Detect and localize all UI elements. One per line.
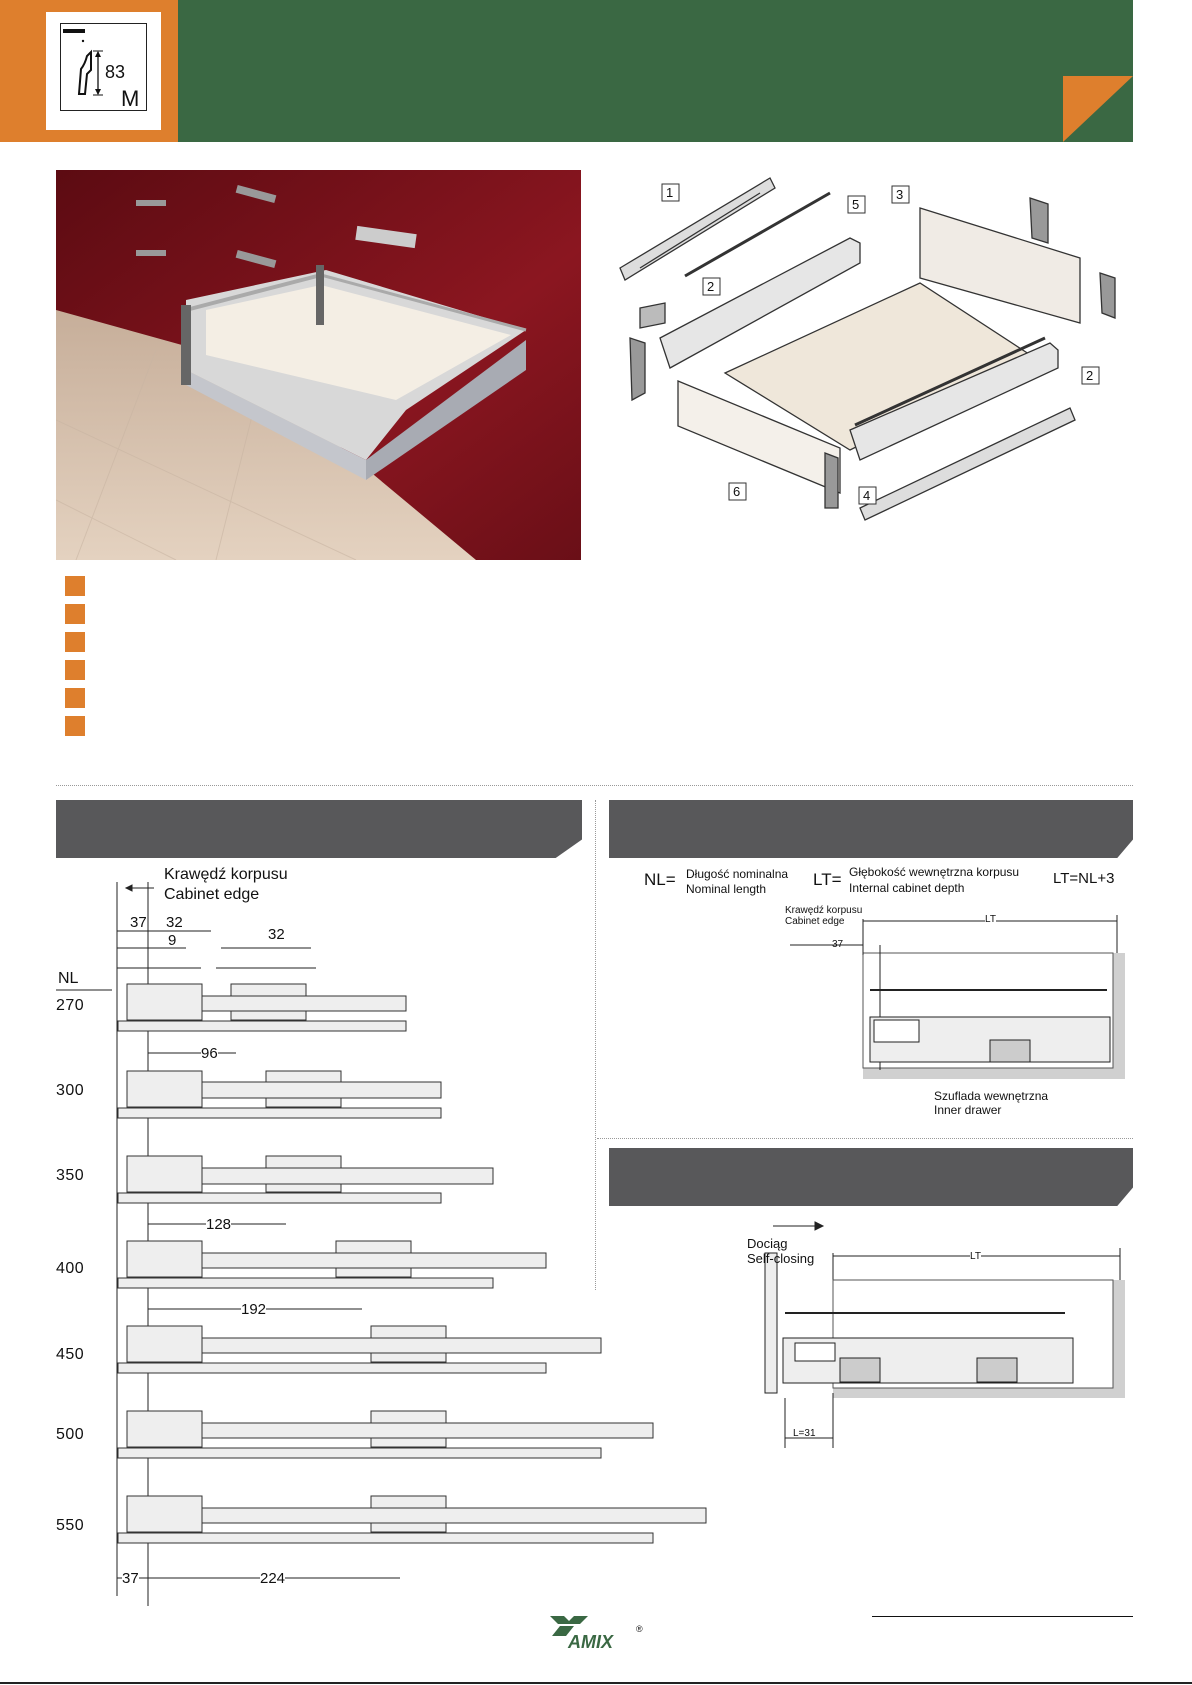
l-dim: L=31 <box>793 1428 816 1439</box>
lt-desc-pl: Głębokość wewnętrzna korpusu <box>849 865 1020 879</box>
dim-32-b: 32 <box>268 926 285 943</box>
formula: LT=NL+3 <box>1053 870 1115 887</box>
self-closing-pl: Dociąg <box>747 1236 788 1251</box>
size-letter: M <box>121 86 140 111</box>
bullet-6 <box>65 716 85 736</box>
nl-value: 400 <box>56 1260 85 1277</box>
title-band <box>178 0 1133 142</box>
nl-desc-en: Nominal length <box>686 882 767 896</box>
exploded-parts-diagram <box>610 168 1140 538</box>
inner-drawer-pl: Szuflada wewnętrzna <box>934 1089 1049 1103</box>
bullet-2 <box>65 604 85 624</box>
bullet-3 <box>65 632 85 652</box>
bullet-5 <box>65 688 85 708</box>
offset-37: 37 <box>832 939 844 950</box>
spacing-224: 224 <box>260 1570 286 1587</box>
spacing-192: 192 <box>241 1301 267 1318</box>
small-edge-pl: Krawędź korpusu <box>785 905 863 916</box>
drawer-height-card <box>46 12 161 130</box>
self-closing-lt-dim: LT <box>970 1251 981 1262</box>
lt-label: LT= <box>813 870 842 889</box>
drawer-height-m-icon <box>60 23 147 111</box>
nl-value: 450 <box>56 1346 85 1363</box>
nl-label: NL= <box>644 870 676 889</box>
dim-37: 37 <box>130 914 147 931</box>
callout-4: 4 <box>863 488 871 503</box>
nl-value: 300 <box>56 1082 85 1099</box>
height-value: 83 <box>105 62 126 82</box>
small-edge-en: Cabinet edge <box>785 916 845 927</box>
callout-2-left: 2 <box>707 279 715 294</box>
registered-mark: ® <box>636 1624 643 1634</box>
spacing-96: 96 <box>201 1045 218 1062</box>
nl-value: 550 <box>56 1517 85 1534</box>
nl-value: 350 <box>56 1167 85 1184</box>
runner-sizes-header <box>56 800 582 858</box>
self-closing-diagram <box>745 1218 1135 1458</box>
nl-value: 500 <box>56 1426 85 1443</box>
bullet-1 <box>65 576 85 596</box>
spacing-37: 37 <box>122 1570 139 1587</box>
inner-drawer-en: Inner drawer <box>934 1103 1002 1117</box>
callout-3: 3 <box>896 187 904 202</box>
bottom-rule <box>0 1682 1192 1684</box>
nl-value: 270 <box>56 997 85 1014</box>
footer-line <box>872 1616 1133 1617</box>
callout-5: 5 <box>852 197 860 212</box>
callout-6: 6 <box>733 484 741 499</box>
drawer-photo <box>56 170 581 560</box>
callout-2-right: 2 <box>1086 368 1094 383</box>
runner-sizes-diagram <box>56 866 716 1606</box>
lt-dim: LT <box>985 914 996 925</box>
dimensions-header <box>609 800 1133 858</box>
nl-desc-pl: Długość nominalna <box>686 867 789 881</box>
section-divider <box>56 785 1133 786</box>
self-closing-en: Self-closing <box>747 1251 815 1266</box>
cabinet-edge-en: Cabinet edge <box>164 886 260 903</box>
callout-1: 1 <box>666 185 674 200</box>
amix-logo <box>548 1610 648 1656</box>
inner-drawer-diagram <box>780 905 1130 1115</box>
brand-name: AMIX <box>568 1632 613 1652</box>
spacing-128: 128 <box>206 1216 232 1233</box>
cabinet-edge-pl: Krawędź korpusu <box>164 866 288 883</box>
nl-header: NL <box>58 970 79 987</box>
bullet-4 <box>65 660 85 680</box>
dim-32-a: 32 <box>166 914 183 931</box>
lt-desc-en: Internal cabinet depth <box>849 881 965 895</box>
dim-9: 9 <box>168 932 177 949</box>
